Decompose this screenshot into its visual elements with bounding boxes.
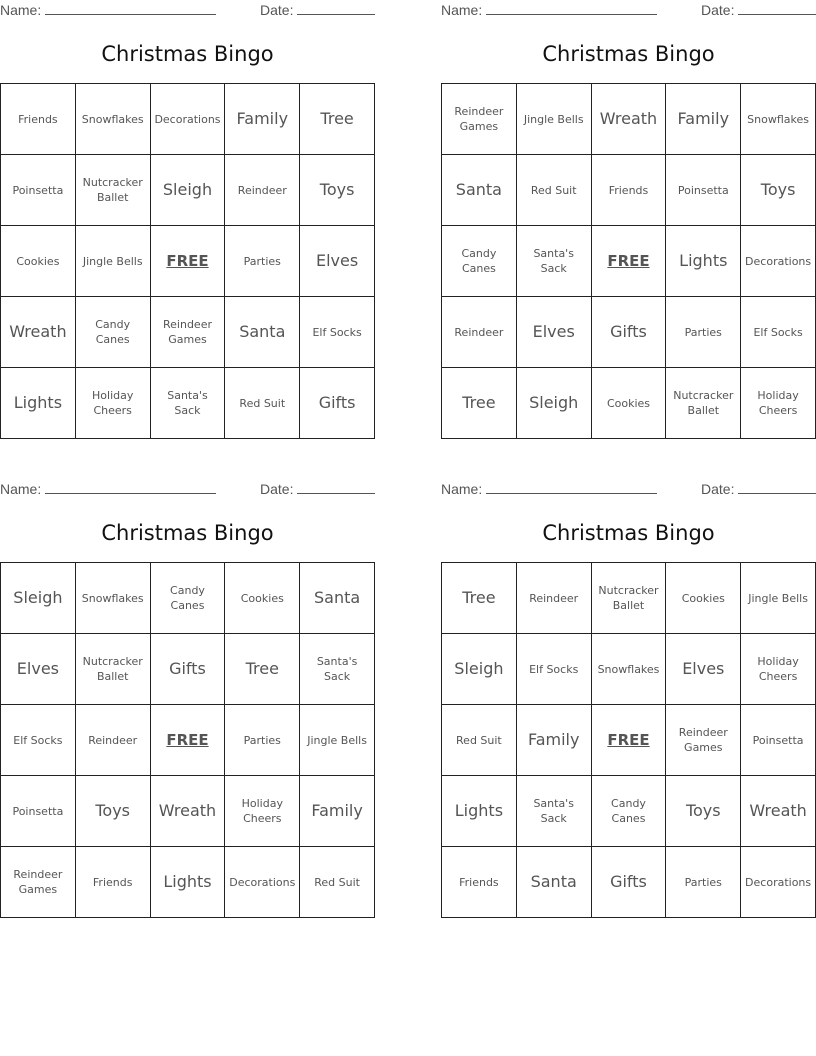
free-space: FREE bbox=[591, 226, 666, 297]
card-title: Christmas Bingo bbox=[542, 521, 715, 545]
bingo-row bbox=[1, 705, 375, 776]
bingo-cell: Candy Canes bbox=[75, 297, 150, 368]
bingo-cell: Reindeer Games bbox=[150, 297, 225, 368]
bingo-grid bbox=[441, 562, 816, 918]
bingo-cell: Snowflakes bbox=[591, 634, 666, 705]
date-line bbox=[738, 2, 816, 15]
bingo-cell: Santa bbox=[300, 563, 375, 634]
bingo-cell: Lights bbox=[1, 368, 76, 439]
name-line bbox=[486, 2, 657, 15]
bingo-cell: Toys bbox=[741, 155, 816, 226]
bingo-row bbox=[442, 297, 816, 368]
bingo-cell: Red Suit bbox=[225, 368, 300, 439]
free-space: FREE bbox=[591, 705, 666, 776]
bingo-cell: Decorations bbox=[150, 84, 225, 155]
bingo-cell: Poinsetta bbox=[666, 155, 741, 226]
date-line bbox=[297, 481, 375, 494]
bingo-cell: Santa's Sack bbox=[300, 634, 375, 705]
bingo-cell: Candy Canes bbox=[591, 776, 666, 847]
bingo-row bbox=[442, 776, 816, 847]
bingo-row bbox=[1, 847, 375, 918]
bingo-cell: Candy Canes bbox=[442, 226, 517, 297]
bingo-cell: Friends bbox=[442, 847, 517, 918]
bingo-cell: Friends bbox=[591, 155, 666, 226]
bingo-cell: Lights bbox=[442, 776, 517, 847]
bingo-cell: Elves bbox=[666, 634, 741, 705]
bingo-cell: Tree bbox=[225, 634, 300, 705]
bingo-grid bbox=[0, 562, 375, 918]
bingo-cell: Friends bbox=[1, 84, 76, 155]
bingo-cell: Decorations bbox=[741, 847, 816, 918]
bingo-cell: Lights bbox=[150, 847, 225, 918]
bingo-cell: Nutcracker Ballet bbox=[75, 155, 150, 226]
bingo-row bbox=[1, 297, 375, 368]
bingo-cell: Elf Socks bbox=[741, 297, 816, 368]
bingo-cell: Decorations bbox=[225, 847, 300, 918]
name-date-row bbox=[441, 2, 816, 20]
date-label: Date: bbox=[701, 2, 735, 18]
bingo-cell: Snowflakes bbox=[741, 84, 816, 155]
bingo-cell: Holiday Cheers bbox=[741, 634, 816, 705]
bingo-cell: Snowflakes bbox=[75, 563, 150, 634]
bingo-card bbox=[0, 479, 375, 913]
bingo-row bbox=[1, 563, 375, 634]
bingo-cell: Reindeer bbox=[75, 705, 150, 776]
bingo-cell: Wreath bbox=[591, 84, 666, 155]
free-space: FREE bbox=[150, 226, 225, 297]
name-label: Name: bbox=[0, 2, 42, 18]
bingo-cell: Holiday Cheers bbox=[741, 368, 816, 439]
bingo-cell: Reindeer Games bbox=[442, 84, 517, 155]
bingo-cell: Red Suit bbox=[516, 155, 591, 226]
bingo-cell: Elf Socks bbox=[1, 705, 76, 776]
name-line bbox=[486, 481, 657, 494]
bingo-cell: Holiday Cheers bbox=[75, 368, 150, 439]
bingo-cell: Toys bbox=[666, 776, 741, 847]
bingo-cell: Red Suit bbox=[300, 847, 375, 918]
bingo-cell: Elf Socks bbox=[300, 297, 375, 368]
name-line bbox=[45, 2, 216, 15]
bingo-cell: Santa's Sack bbox=[516, 776, 591, 847]
bingo-cell: Family bbox=[225, 84, 300, 155]
bingo-row bbox=[1, 155, 375, 226]
bingo-cell: Wreath bbox=[1, 297, 76, 368]
bingo-cell: Elf Socks bbox=[516, 634, 591, 705]
bingo-cell: Gifts bbox=[150, 634, 225, 705]
bingo-cell: Reindeer bbox=[442, 297, 517, 368]
bingo-cell: Poinsetta bbox=[1, 776, 76, 847]
bingo-cell: Holiday Cheers bbox=[225, 776, 300, 847]
name-date-row bbox=[0, 481, 375, 499]
bingo-cell: Cookies bbox=[225, 563, 300, 634]
date-line bbox=[738, 481, 816, 494]
bingo-cell: Santa's Sack bbox=[516, 226, 591, 297]
bingo-cell: Gifts bbox=[300, 368, 375, 439]
card-title: Christmas Bingo bbox=[542, 42, 715, 66]
bingo-cell: Reindeer Games bbox=[1, 847, 76, 918]
bingo-row bbox=[442, 155, 816, 226]
bingo-cell: Jingle Bells bbox=[300, 705, 375, 776]
bingo-row bbox=[442, 84, 816, 155]
bingo-cell: Parties bbox=[225, 705, 300, 776]
bingo-cell: Gifts bbox=[591, 847, 666, 918]
name-field bbox=[441, 2, 657, 18]
name-field bbox=[441, 481, 657, 497]
bingo-card bbox=[0, 0, 375, 434]
bingo-row bbox=[1, 634, 375, 705]
bingo-cell: Cookies bbox=[666, 563, 741, 634]
bingo-card bbox=[441, 0, 816, 434]
bingo-cell: Parties bbox=[666, 847, 741, 918]
card-title: Christmas Bingo bbox=[101, 521, 274, 545]
bingo-cell: Tree bbox=[300, 84, 375, 155]
bingo-cell: Reindeer Games bbox=[666, 705, 741, 776]
bingo-row bbox=[442, 226, 816, 297]
bingo-row bbox=[1, 226, 375, 297]
bingo-cell: Parties bbox=[225, 226, 300, 297]
date-field bbox=[701, 481, 816, 497]
name-date-row bbox=[441, 481, 816, 499]
bingo-cell: Nutcracker Ballet bbox=[666, 368, 741, 439]
bingo-cell: Reindeer bbox=[225, 155, 300, 226]
bingo-cell: Santa bbox=[442, 155, 517, 226]
bingo-grid bbox=[0, 83, 375, 439]
bingo-cell: Santa bbox=[516, 847, 591, 918]
bingo-cell: Family bbox=[516, 705, 591, 776]
bingo-cell: Santa bbox=[225, 297, 300, 368]
bingo-cell: Friends bbox=[75, 847, 150, 918]
bingo-cell: Sleigh bbox=[516, 368, 591, 439]
bingo-row bbox=[442, 705, 816, 776]
free-space: FREE bbox=[150, 705, 225, 776]
card-title: Christmas Bingo bbox=[101, 42, 274, 66]
bingo-cell: Snowflakes bbox=[75, 84, 150, 155]
bingo-row bbox=[442, 368, 816, 439]
bingo-cell: Nutcracker Ballet bbox=[591, 563, 666, 634]
bingo-cell: Red Suit bbox=[442, 705, 517, 776]
date-field bbox=[260, 481, 375, 497]
name-label: Name: bbox=[441, 481, 483, 497]
bingo-row bbox=[1, 368, 375, 439]
name-date-row bbox=[0, 2, 375, 20]
name-field bbox=[0, 2, 216, 18]
bingo-cell: Toys bbox=[300, 155, 375, 226]
date-line bbox=[297, 2, 375, 15]
bingo-cell: Poinsetta bbox=[1, 155, 76, 226]
bingo-cell: Wreath bbox=[741, 776, 816, 847]
bingo-cell: Cookies bbox=[591, 368, 666, 439]
bingo-cell: Decorations bbox=[741, 226, 816, 297]
bingo-cell: Sleigh bbox=[1, 563, 76, 634]
bingo-card bbox=[441, 479, 816, 913]
bingo-cell: Gifts bbox=[591, 297, 666, 368]
date-label: Date: bbox=[260, 481, 294, 497]
name-field bbox=[0, 481, 216, 497]
name-line bbox=[45, 481, 216, 494]
bingo-row bbox=[442, 563, 816, 634]
date-field bbox=[260, 2, 375, 18]
bingo-cell: Cookies bbox=[1, 226, 76, 297]
bingo-cell: Nutcracker Ballet bbox=[75, 634, 150, 705]
date-field bbox=[701, 2, 816, 18]
bingo-cell: Candy Canes bbox=[150, 563, 225, 634]
bingo-grid bbox=[441, 83, 816, 439]
bingo-cell: Reindeer bbox=[516, 563, 591, 634]
bingo-row bbox=[1, 776, 375, 847]
name-label: Name: bbox=[441, 2, 483, 18]
date-label: Date: bbox=[260, 2, 294, 18]
bingo-cell: Parties bbox=[666, 297, 741, 368]
bingo-row bbox=[1, 84, 375, 155]
bingo-cell: Toys bbox=[75, 776, 150, 847]
bingo-cell: Sleigh bbox=[442, 634, 517, 705]
bingo-cell: Lights bbox=[666, 226, 741, 297]
bingo-row bbox=[442, 847, 816, 918]
bingo-cell: Family bbox=[666, 84, 741, 155]
bingo-cell: Family bbox=[300, 776, 375, 847]
bingo-cell: Elves bbox=[300, 226, 375, 297]
bingo-cell: Jingle Bells bbox=[75, 226, 150, 297]
bingo-cell: Tree bbox=[442, 368, 517, 439]
bingo-cell: Jingle Bells bbox=[741, 563, 816, 634]
bingo-cell: Wreath bbox=[150, 776, 225, 847]
bingo-cell: Santa's Sack bbox=[150, 368, 225, 439]
bingo-cell: Elves bbox=[1, 634, 76, 705]
bingo-cell: Poinsetta bbox=[741, 705, 816, 776]
bingo-row bbox=[442, 634, 816, 705]
bingo-cell: Sleigh bbox=[150, 155, 225, 226]
bingo-cell: Jingle Bells bbox=[516, 84, 591, 155]
bingo-cell: Tree bbox=[442, 563, 517, 634]
name-label: Name: bbox=[0, 481, 42, 497]
date-label: Date: bbox=[701, 481, 735, 497]
bingo-cell: Elves bbox=[516, 297, 591, 368]
